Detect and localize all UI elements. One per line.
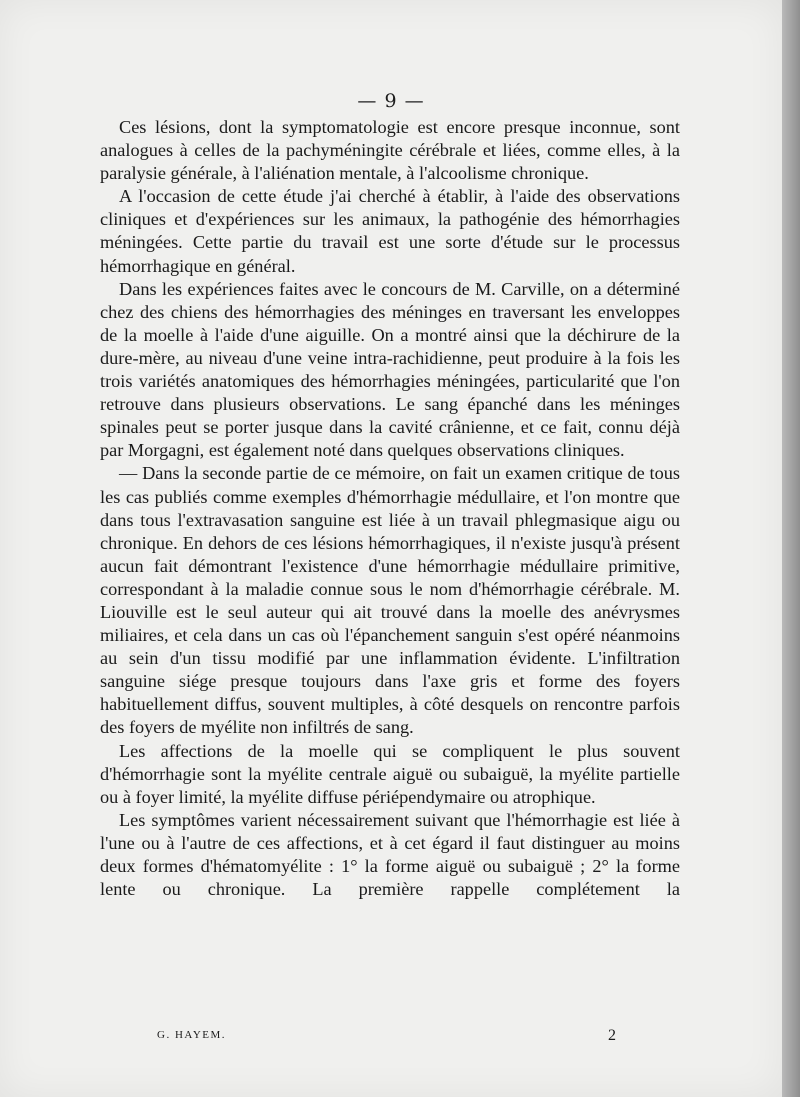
footer-author: G. HAYEM. (157, 1029, 227, 1041)
page-edge (782, 0, 800, 1097)
paragraph-4: — Dans la seconde partie de ce mémoire, on fait un examen critique de tous les cas publiés comme exemples d'hémorrhagie médullaire, et l'on montre que dans tous l'extravasation sanguine est liée à un travail phlegmasique aigu ou chronique. En dehors de ces lésions hémorrhagiques, il n'existe jusqu'à présent aucun fait démontrant l'existence d'une hémorrhagie médullaire primitive, correspondant à la maladie connue sous le nom d'hémorrhagie cérébrale. M. Liouville est le seul auteur qui ait trouvé dans la moelle des anévrysmes miliaires, et cela dans un cas où l'épanchement sanguin s'est opéré néanmoins au sein d'un tissu modifié par une inflammation évidente. L'infiltration sanguine siége presque toujours dans l'axe gris et forme des foyers habituellement diffus, souvent multiples, à côté desquels on rencontre parfois des foyers de myélite non infiltrés de sang. (100, 463, 680, 738)
signature-number: 2 (608, 1027, 616, 1044)
paragraph-5: Les affections de la moelle qui se compliquent le plus souvent d'hémorrhagie sont la myélite centrale aiguë ou subaiguë, la myélite partielle ou à foyer limité, la myélite diffuse périépendymaire ou atrophique. (100, 740, 680, 807)
paragraph-1: Ces lésions, dont la symptomatologie est encore presque inconnue, sont analogues à celles de la pachyméningite cérébrale et liées, comme elles, à la paralysie générale, à l'aliénation mentale, à l'alcoolisme chronique. (100, 117, 680, 184)
paragraph-6: Les symptômes varient nécessairement suivant que l'hémorrhagie est liée à l'une ou à l'autre de ces affections, et à cet égard il faut distinguer au moins deux formes d'hématomyélite : 1° la forme aiguë ou subaiguë ; 2° la forme lente ou chronique. La première rappelle complétement la (100, 809, 680, 900)
body-text (100, 116, 680, 901)
paragraph-2: A l'occasion de cette étude j'ai cherché à établir, à l'aide des observations cliniques et d'expériences sur les animaux, la pathogénie des hémorrhagies méningées. Cette partie du travail est une sorte d'étude sur le processus hémorrhagique en général. (100, 186, 680, 276)
paragraph-3: Dans les expériences faites avec le concours de M. Carville, on a déterminé chez des chiens des hémorrhagies des méninges en traversant les enveloppes de la moelle à l'aide d'une aiguille. On a montré ainsi que la déchirure de la dure-mère, au niveau d'une veine intra-rachidienne, peut produire à la fois les trois variétés anatomiques des hémorrhagies méningées, particularité que l'on retrouve dans plusieurs observations. Le sang épanché dans les méninges spinales peut se porter jusque dans la cavité crânienne, et ce fait, connu déjà par Morgagni, est également noté dans quelques observations cliniques. (100, 278, 680, 461)
page-number: — 9 — (357, 90, 425, 112)
